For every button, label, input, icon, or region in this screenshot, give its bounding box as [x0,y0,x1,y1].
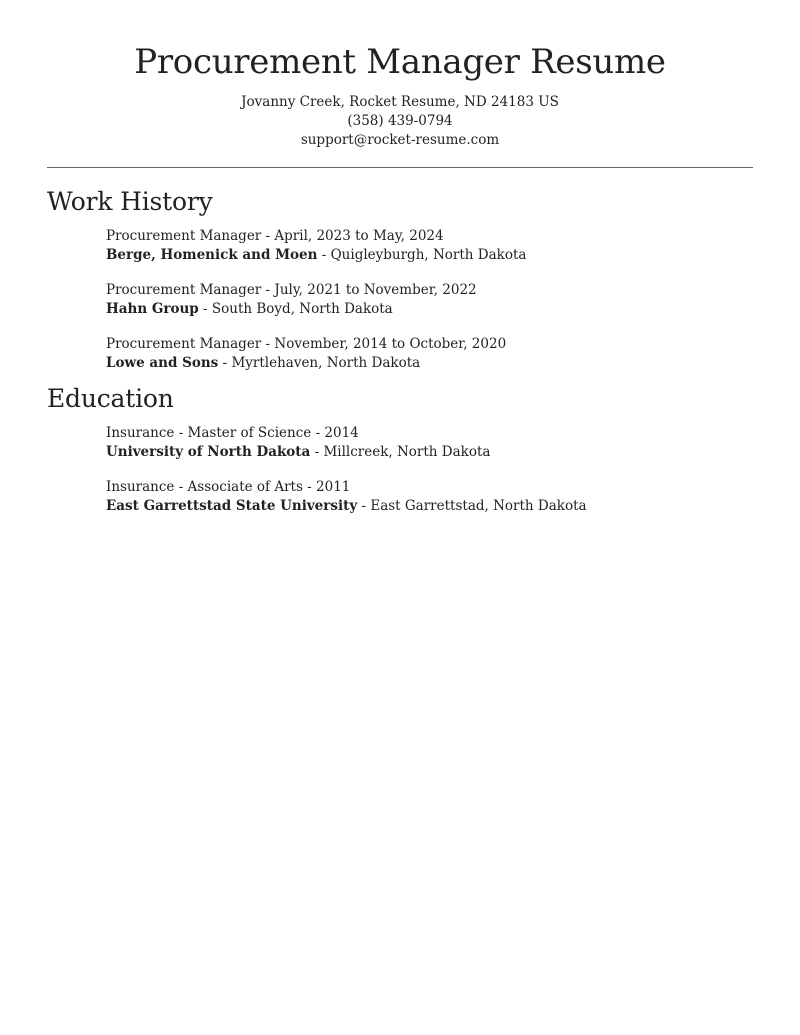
education-entry-field-degree-year: Insurance - Associate of Arts - 2011 [106,479,351,495]
contact-address: Jovanny Creek, Rocket Resume, ND 24183 US [241,94,559,110]
separator: - [310,444,324,460]
work-entry-position-dates: Procurement Manager - April, 2023 to May, 2024 [106,228,444,244]
work-entry-location: Myrtlehaven, North Dakota [231,355,421,371]
education-entry-school-location [106,443,490,462]
work-entry-location: Quigleyburgh, North Dakota [330,247,527,263]
section-title-education: Education [47,384,174,413]
work-entry-employer: Lowe and Sons [106,355,219,371]
work-entry-position-dates: Procurement Manager - November, 2014 to October, 2020 [106,336,507,352]
separator: - [317,247,331,263]
education-entry-school: University of North Dakota [106,444,311,460]
contact-info [47,93,753,150]
work-entry-location: South Boyd, North Dakota [211,301,393,317]
section-title-work-history: Work History [47,187,213,216]
education-entry [106,424,490,462]
education-entry-school: East Garrettstad State University [106,498,358,514]
work-entry-employer-location [106,300,477,319]
education-entry-location: Millcreek, North Dakota [323,444,491,460]
separator: - [357,498,371,514]
work-entry [106,335,506,373]
separator: - [198,301,212,317]
work-entry [106,281,477,319]
header-divider [47,167,753,168]
work-entry-employer-location [106,354,506,373]
work-entry-employer-location [106,246,526,265]
contact-email: support@rocket-resume.com [300,132,500,148]
work-entry-employer: Berge, Homenick and Moen [106,247,318,263]
work-entry-employer: Hahn Group [106,301,199,317]
contact-phone: (358) 439-0794 [347,113,453,129]
education-entry-location: East Garrettstad, North Dakota [370,498,587,514]
resume-title: Procurement Manager Resume [134,42,666,82]
education-entry [106,478,587,516]
education-entry-field-degree-year: Insurance - Master of Science - 2014 [106,425,359,441]
separator: - [218,355,232,371]
work-entry-position-dates: Procurement Manager - July, 2021 to November, 2022 [106,282,477,298]
work-entry [106,227,526,265]
education-entry-school-location [106,497,587,516]
